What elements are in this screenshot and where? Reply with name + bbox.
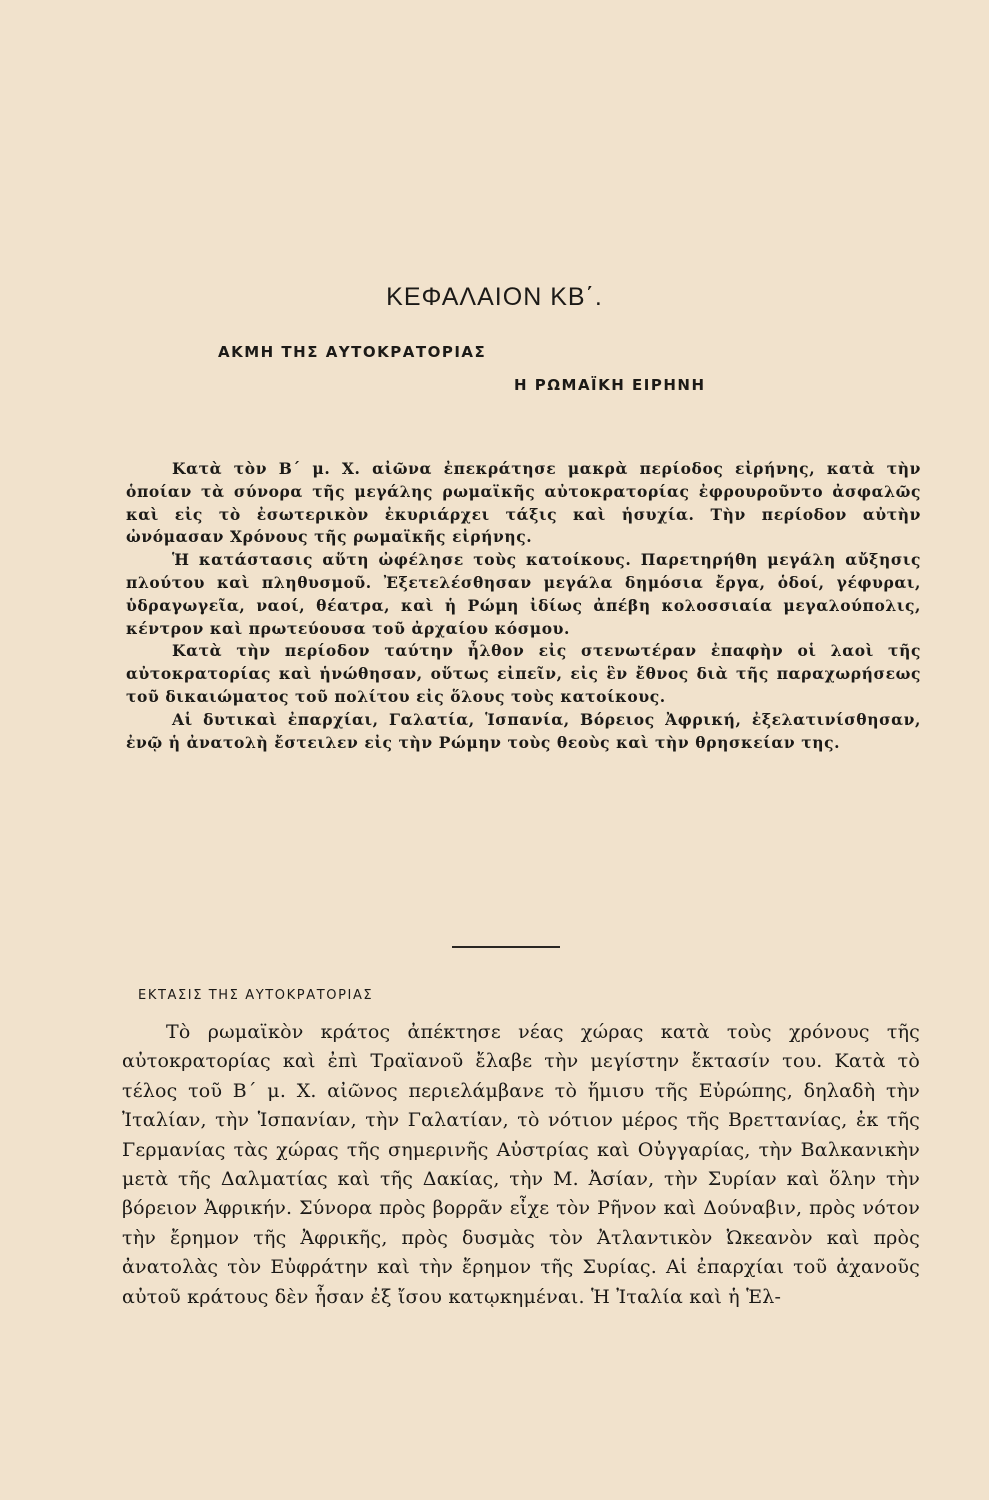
chapter-subtitle: ΑΚΜΗ ΤΗΣ ΑΥΤΟΚΡΑΤΟΡΙΑΣ xyxy=(218,343,487,361)
section-text xyxy=(122,1018,920,1312)
intro-paragraph: Αἱ δυτικαὶ ἐπαρχίαι, Γαλατία, Ἱσπανία, Βόρειος Ἀφρική, ἐξελατινίσθησαν, ἐνῷ ἡ ἀνατολὴ ἔστειλεν εἰς τὴν Ρώμην τοὺς θεοὺς καὶ τὴν θρησκείαν της. xyxy=(126,709,921,752)
chapter-title: ΚΕΦΑΛΑΙΟΝ ΚΒ΄. xyxy=(386,283,603,311)
intro-paragraph: Κατὰ τὴν περίοδον ταύτην ἦλθον εἰς στενωτέραν ἐπαφὴν οἱ λαοὶ τῆς αὐτοκρατορίας καὶ ἡνώθησαν, οὕτως εἰπεῖν, εἰς ἓν ἔθνος διὰ τῆς παραχωρήσεως τοῦ δικαιώματος τοῦ πολίτου εἰς ὅλους τοὺς κατοίκους. xyxy=(126,641,921,706)
intro-paragraph: Ἡ κατάστασις αὕτη ὠφέλησε τοὺς κατοίκους. Παρετηρήθη μεγάλη αὔξησις πλούτου καὶ πληθυσμοῦ. Ἐξετελέσθησαν μεγάλα δημόσια ἔργα, ὁδοί, γέφυραι, ὑδραγωγεῖα, ναοί, θέατρα, καὶ ἡ Ρώμη ἰδίως ἀπέβη κολοσσιαία μεγαλούπολις, κέντρον καὶ πρωτεύουσα τοῦ ἀρχαίου κόσμου. xyxy=(126,550,921,638)
intro-paragraph: Κατὰ τὸν Β΄ μ. Χ. αἰῶνα ἐπεκράτησε μακρὰ περίοδος εἰρήνης, κατὰ τὴν ὁποίαν τὰ σύνορα τῆς μεγάλης ρωμαϊκῆς αὐτοκρατορίας ἐφρουροῦντο ἀσφαλῶς καὶ εἰς τὸ ἐσωτερικὸν ἐκυριάρχει τάξις καὶ ἡσυχία. Τὴν περίοδον αὐτὴν ὠνόμασαν Χρόνους τῆς ρωμαϊκῆς εἰρήνης. xyxy=(126,459,921,547)
intro-text xyxy=(126,458,921,754)
section-heading: ΕΚΤΑΣΙΣ ΤΗΣ ΑΥΤΟΚΡΑΤΟΡΙΑΣ xyxy=(138,988,374,1003)
section-divider xyxy=(452,946,560,948)
section-subtitle: Η ΡΩΜΑΪΚΗ ΕΙΡΗΝΗ xyxy=(514,376,706,394)
section-paragraph: Τὸ ρωμαϊκὸν κράτος ἀπέκτησε νέας χώρας κατὰ τοὺς χρόνους τῆς αὐτοκρατορίας καὶ ἐπὶ Τραϊανοῦ ἔλαβε τὴν μεγίστην ἔκτασίν του. Κατὰ τὸ τέλος τοῦ Β΄ μ. Χ. αἰῶνος περιελάμβανε τὸ ἥμισυ τῆς Εὐρώπης, δηλαδὴ τὴν Ἰταλίαν, τὴν Ἱσπανίαν, τὴν Γαλατίαν, τὸ νότιον μέρος τῆς Βρεττανίας, ἐκ τῆς Γερμανίας τὰς χώρας τῆς σημερινῆς Αὐστρίας καὶ Οὐγγαρίας, τὴν Βαλκανικὴν μετὰ τῆς Δαλματίας καὶ τῆς Δακίας, τὴν Μ. Ἀσίαν, τὴν Συρίαν καὶ ὅλην τὴν βόρειον Ἀφρικήν. Σύνορα πρὸς βορρᾶν εἶχε τὸν Ρῆνον καὶ Δούναβιν, πρὸς νότον τὴν ἔρημον τῆς Ἀφρικῆς, πρὸς δυσμὰς τὸν Ἀτλαντικὸν Ὠκεανὸν καὶ πρὸς ἀνατολὰς τὸν Εὐφράτην καὶ τὴν ἔρημον τῆς Συρίας. Αἱ ἐπαρχίαι τοῦ ἀχανοῦς αὐτοῦ κράτους δὲν ἦσαν ἐξ ἴσου κατῳκημέναι. Ἡ Ἰταλία καὶ ἡ Ἑλ- xyxy=(122,1021,920,1308)
